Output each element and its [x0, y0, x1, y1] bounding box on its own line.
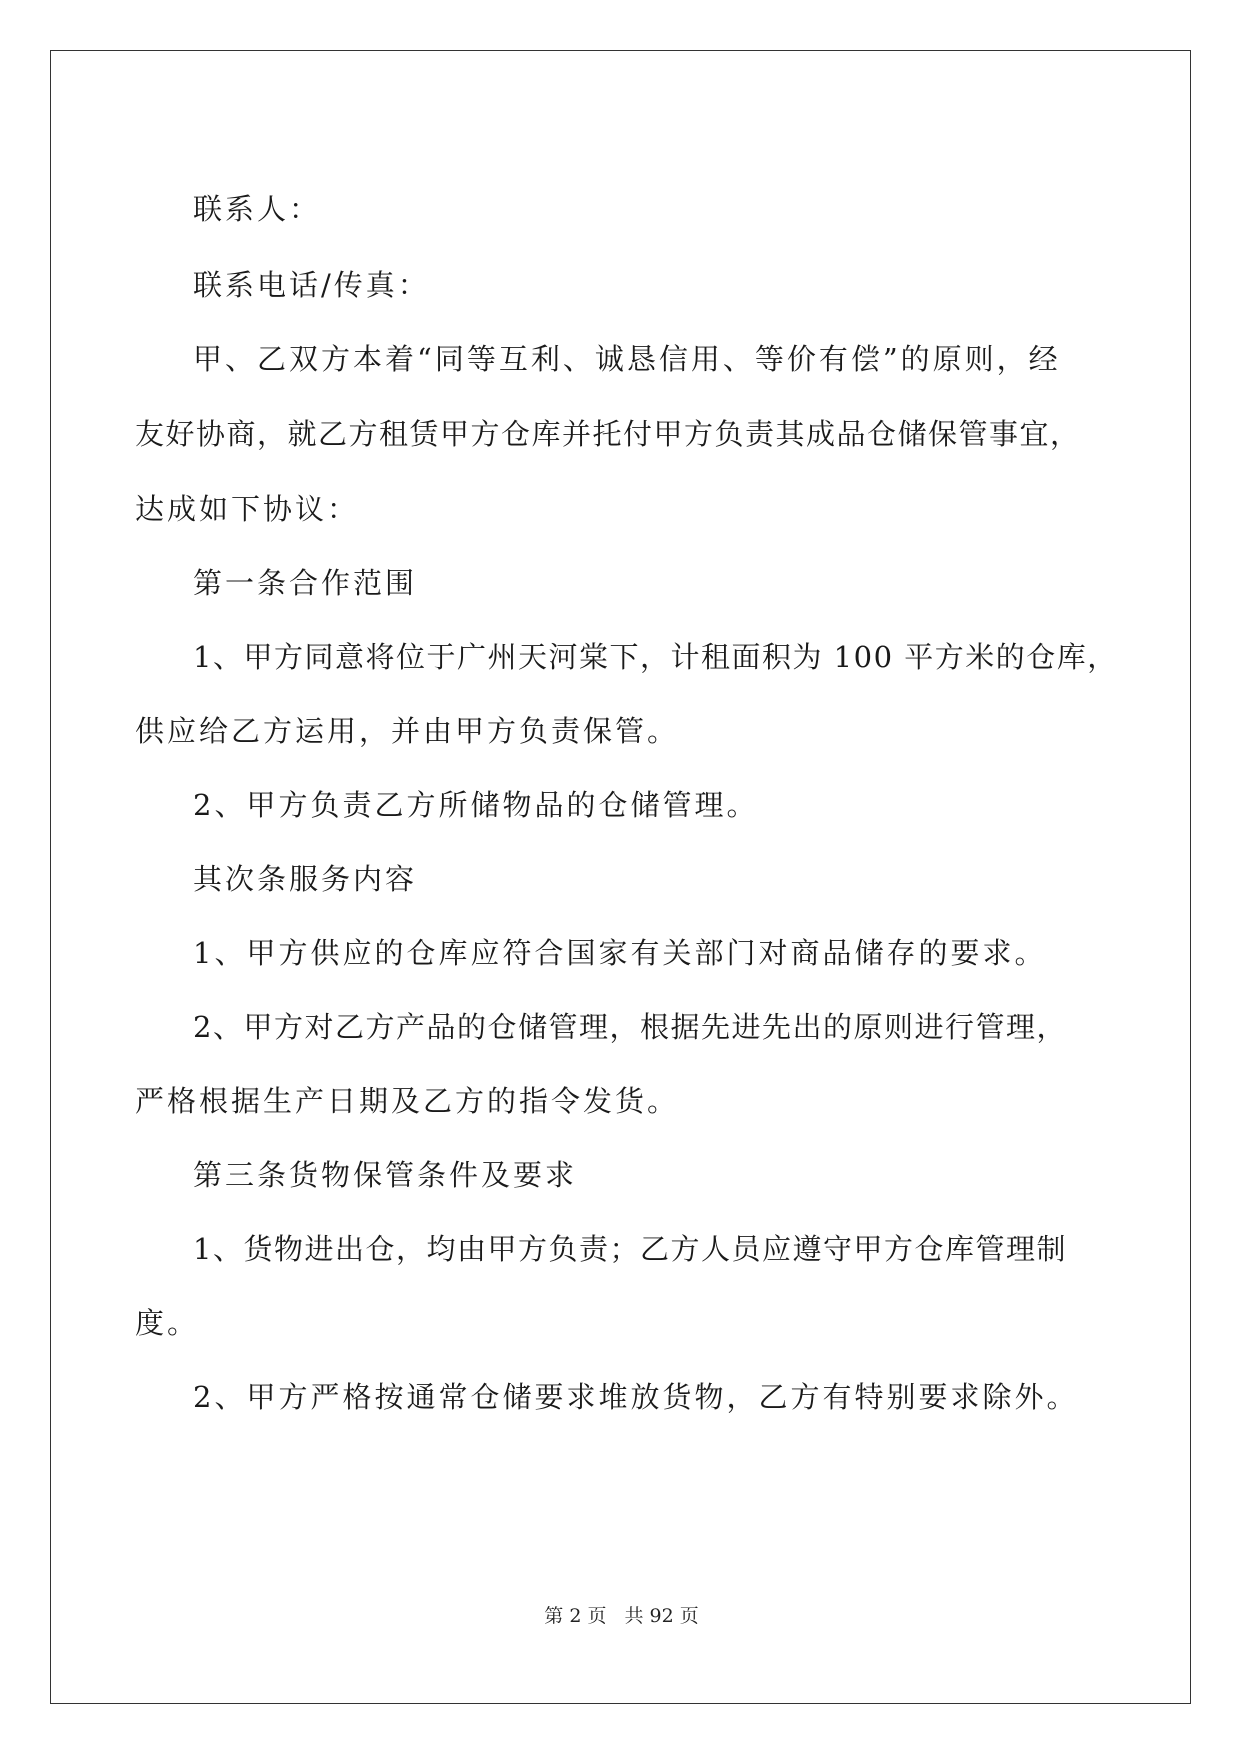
section-heading: 其次条服务内容: [193, 862, 418, 896]
paragraph-line: 供应给乙方运用，并由甲方负责保管。: [135, 714, 680, 748]
contact-person-label: 联系人：: [193, 192, 322, 226]
paragraph-line: 达成如下协议：: [135, 492, 360, 526]
paragraph-line: 甲、乙双方本着“同等互利、诚恳信用、等价有偿”的原则，经: [193, 342, 1061, 376]
paragraph-line: 1、甲方同意将位于广州天河棠下，计租面积为 100 平方米的仓库，: [193, 640, 1118, 674]
section-heading: 第三条货物保管条件及要求: [193, 1158, 578, 1192]
paragraph-line: 严格根据生产日期及乙方的指令发货。: [135, 1084, 680, 1118]
paragraph-line: 1、甲方供应的仓库应符合国家有关部门对商品储存的要求。: [193, 936, 1047, 970]
page-footer: [51, 1603, 1192, 1629]
total-pages: 共 92 页: [624, 1605, 699, 1627]
section-heading: 第一条合作范围: [193, 566, 418, 600]
paragraph-line: 友好协商，就乙方租赁甲方仓库并托付甲方负责其成品仓储保管事宜，: [135, 417, 1081, 451]
paragraph-line: 2、甲方严格按通常仓储要求堆放货物，乙方有特别要求除外。: [193, 1380, 1079, 1414]
paragraph-line: 度。: [135, 1306, 200, 1340]
page-number: 第 2 页: [544, 1605, 607, 1627]
paragraph-line: 1、货物进出仓，均由甲方负责；乙方人员应遵守甲方仓库管理制: [193, 1232, 1067, 1266]
page-frame: [50, 50, 1191, 1704]
paragraph-line: 2、甲方对乙方产品的仓储管理，根据先进先出的原则进行管理，: [193, 1010, 1067, 1044]
paragraph-line: 2、甲方负责乙方所储物品的仓储管理。: [193, 788, 759, 822]
contact-phone-fax-label: 联系电话/传真：: [193, 268, 430, 302]
